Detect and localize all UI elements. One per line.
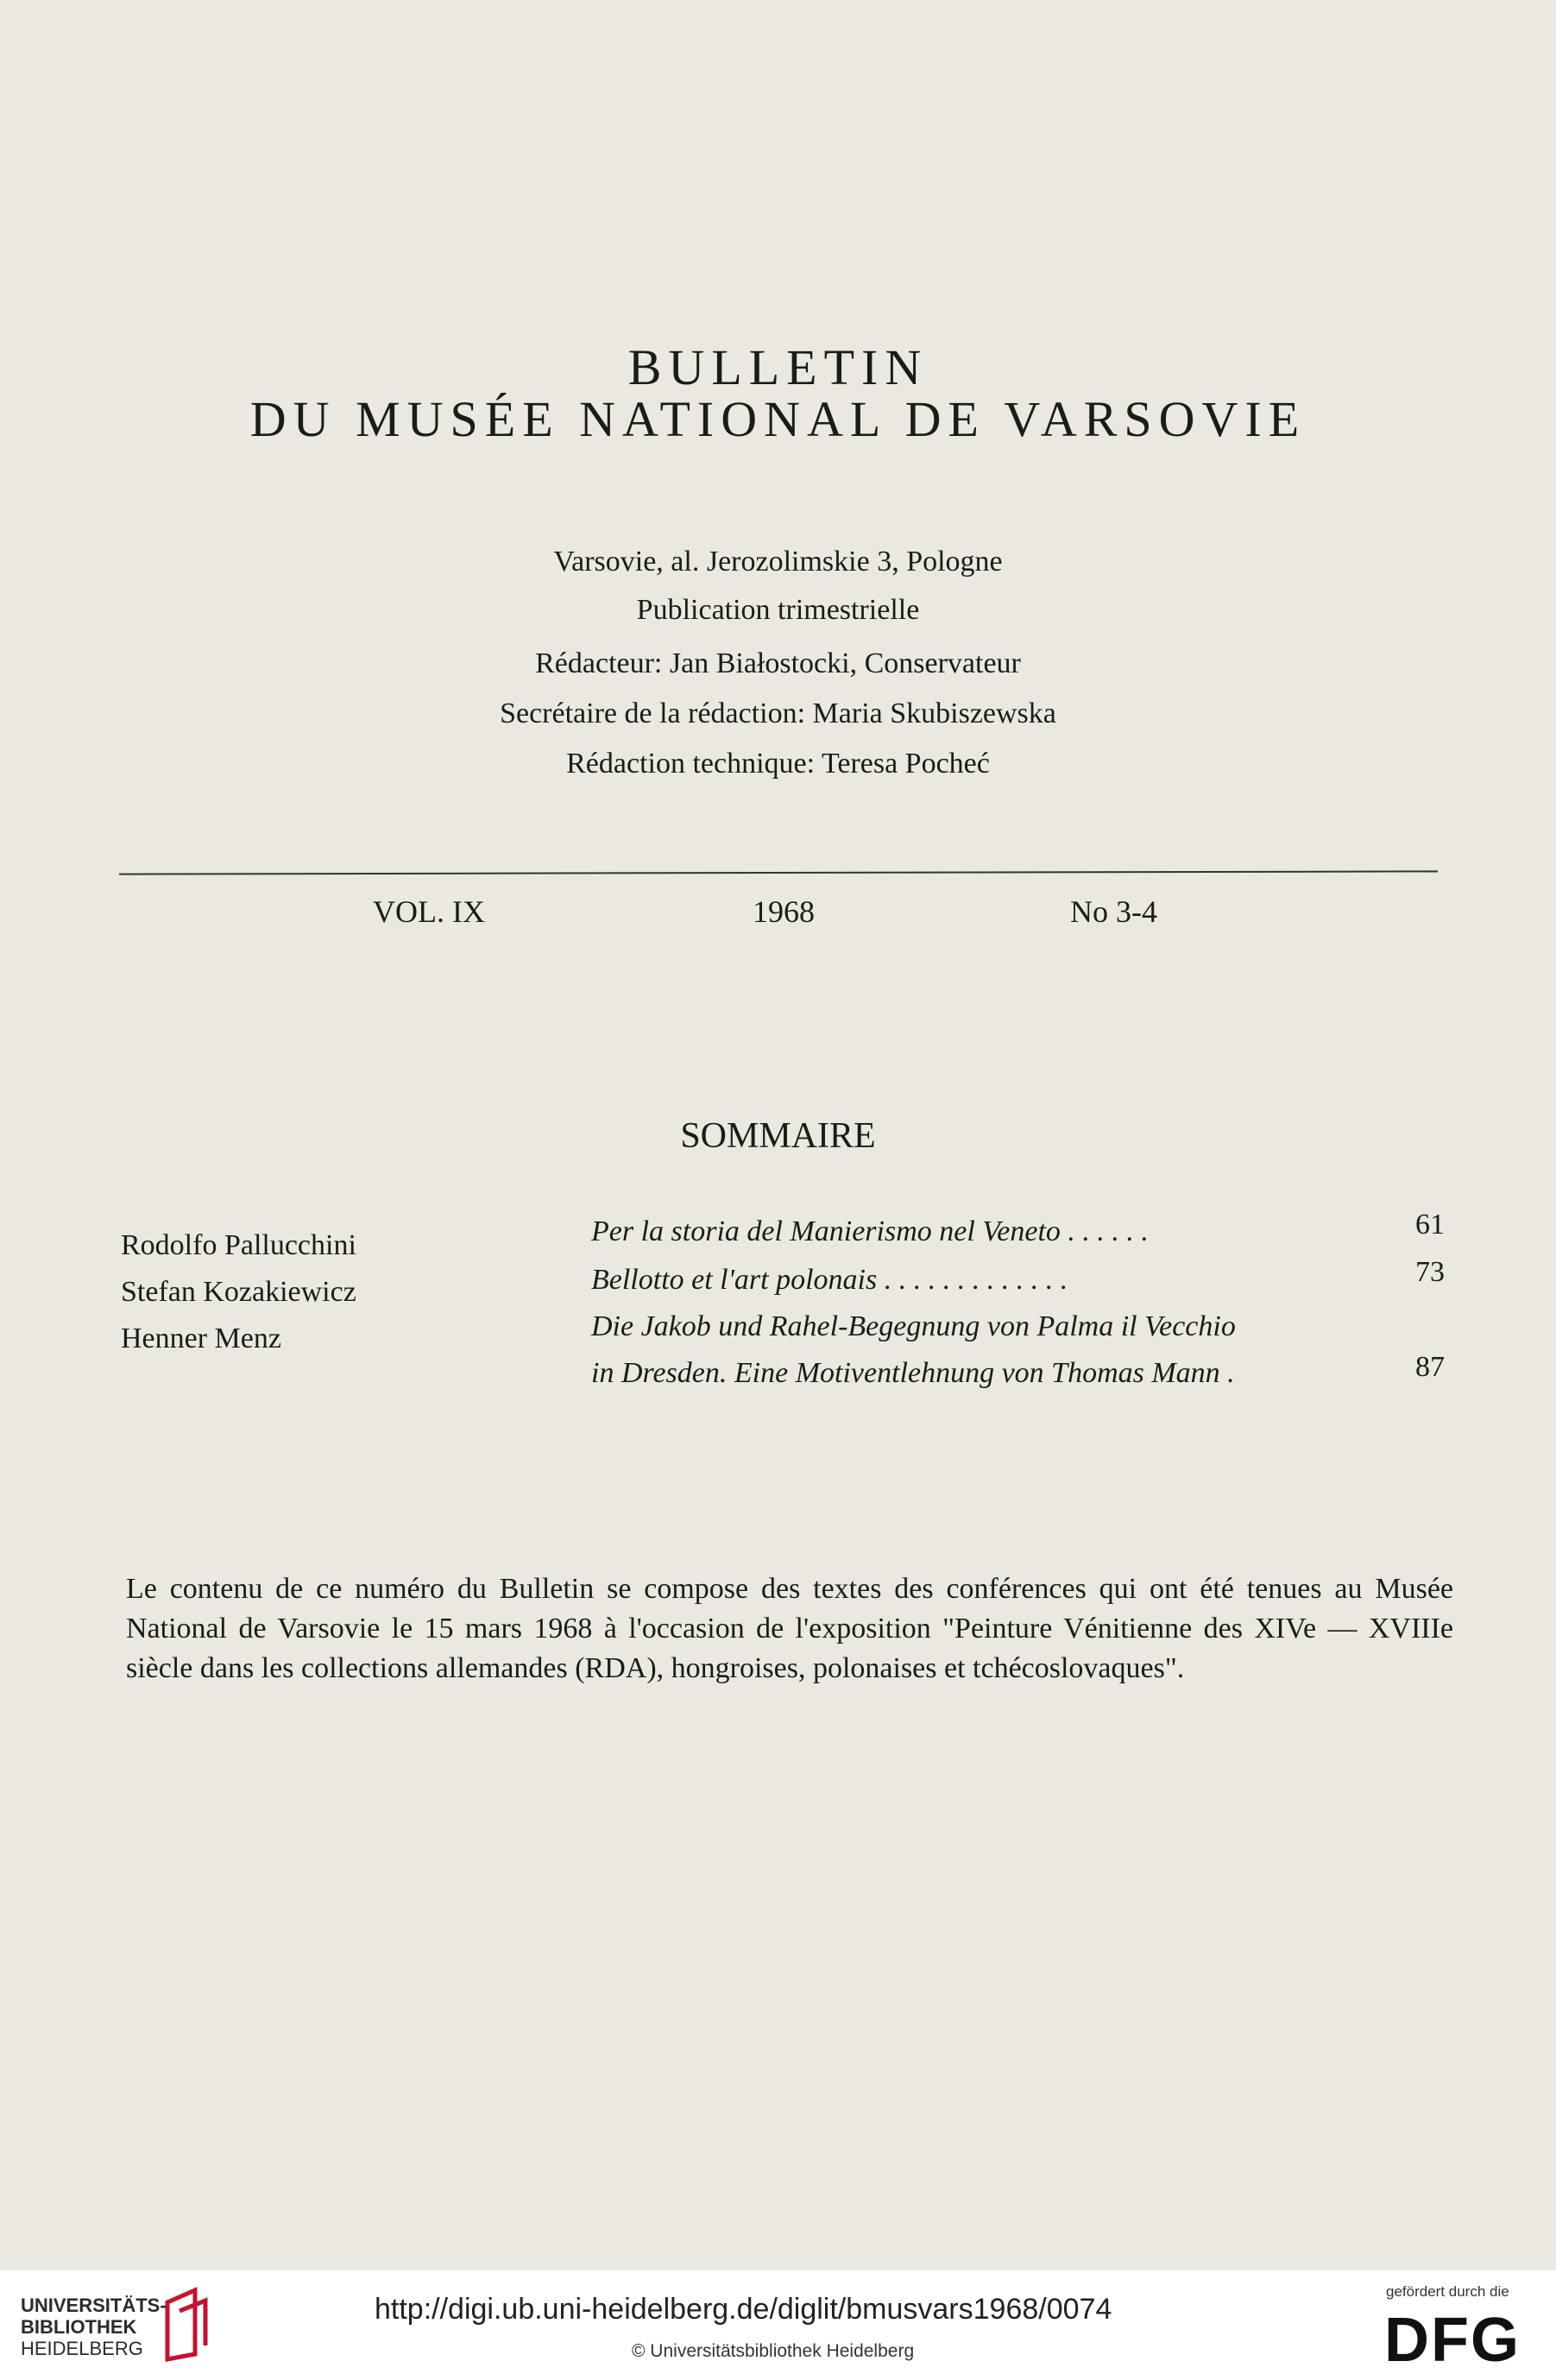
year-label: 1968: [753, 894, 815, 929]
funded-by-label: gefördert durch die: [1386, 2283, 1509, 2300]
permalink-url[interactable]: http://digi.ub.uni-heidelberg.de/diglit/bmusvars1968/0074: [375, 2293, 1112, 2326]
toc-author: Stefan Kozakiewicz: [121, 1276, 356, 1308]
toc-title: Die Jakob und Rahel-Begegnung von Palma il Vecchio: [591, 1310, 1236, 1342]
toc-title: Bellotto et l'art polonais . . . . . . . . . . . . .: [591, 1264, 1068, 1296]
note-paragraph: Le contenu de ce numéro du Bulletin se compose des textes des conférences qui ont été tenues au Musée National de Varsovie le 15 mars 1968 à l'occasion de l'exposition "Peinture Vénitienne des XIVe — XVIIIe siècle dans les collections allemandes (RDA), hongroises, polonaises et tchécoslovaques".: [126, 1573, 1453, 1684]
frequency-line: Publication trimestrielle: [636, 594, 920, 626]
divider-rule: [119, 870, 1438, 874]
toc-title-continued: in Dresden. Eine Motiventlehnung von Thomas Mann .: [591, 1357, 1235, 1389]
volume-label: VOL. IX: [373, 894, 485, 929]
journal-title-line2: DU MUSÉE NATIONAL DE VARSOVIE: [249, 391, 1307, 447]
toc-page: 73: [1415, 1256, 1445, 1288]
journal-title-line1: BULLETIN: [627, 339, 929, 395]
toc-author: Henner Menz: [121, 1323, 281, 1354]
library-name: [21, 2295, 167, 2359]
library-name-line3: HEIDELBERG: [21, 2338, 143, 2359]
address-line: Varsovie, al. Jerozolimskie 3, Pologne: [553, 546, 1003, 578]
issue-number-label: No 3-4: [1070, 894, 1157, 929]
library-logo-icon: [161, 2285, 212, 2363]
technical-editor-line: Rédaction technique: Teresa Pocheć: [566, 748, 990, 780]
toc-author: Rodolfo Pallucchini: [121, 1229, 356, 1261]
secretary-line: Secrétaire de la rédaction: Maria Skubiszewska: [500, 698, 1056, 729]
dfg-logo-icon: DFG: [1384, 2306, 1521, 2375]
toc-title: Per la storia del Manierismo nel Veneto . . . . . .: [591, 1215, 1149, 1247]
library-name-line1: UNIVERSITÄTS-: [21, 2295, 167, 2316]
editor-line: Rédacteur: Jan Białostocki, Conservateur: [535, 647, 1021, 679]
sommaire-heading: SOMMAIRE: [680, 1116, 876, 1156]
copyright-text: © Universitätsbibliothek Heidelberg: [632, 2341, 915, 2361]
toc-page: 87: [1415, 1351, 1445, 1383]
library-name-line2: BIBLIOTHEK: [21, 2316, 137, 2338]
toc-page: 61: [1415, 1209, 1445, 1241]
